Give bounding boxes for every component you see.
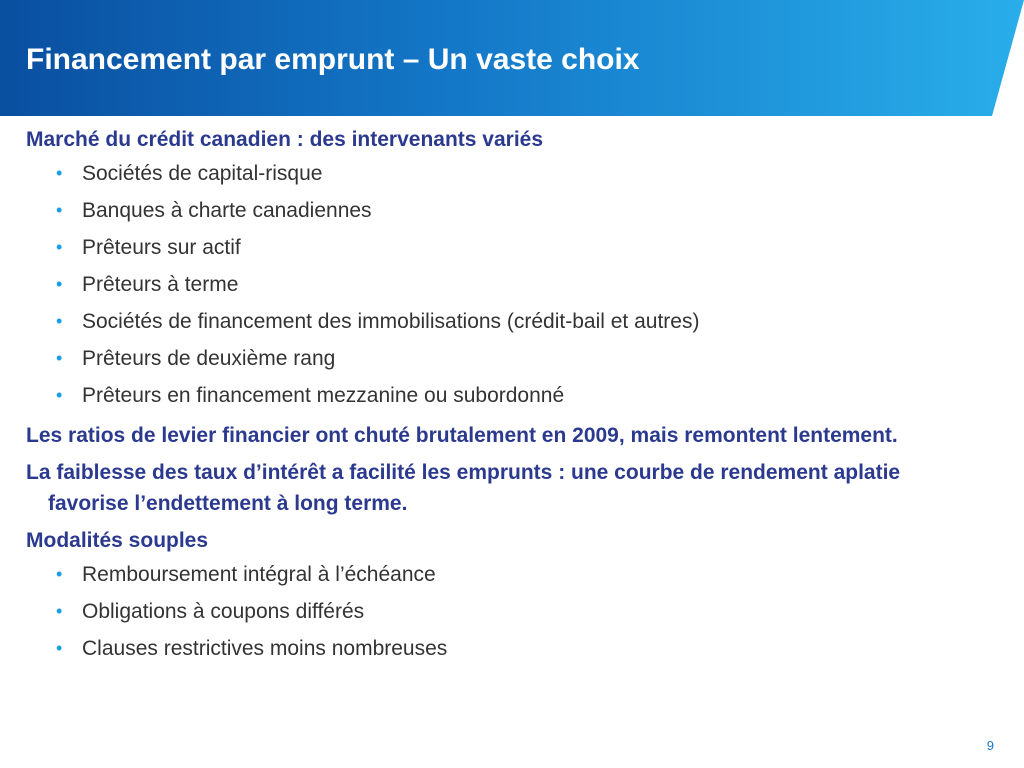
list-item-label: Sociétés de capital-risque [82, 162, 323, 185]
list-item-label: Prêteurs à terme [82, 273, 239, 296]
slide-title: Financement par emprunt – Un vaste choix [26, 43, 640, 76]
bullet-icon: • [56, 348, 63, 368]
bullet-icon: • [56, 385, 63, 405]
bullet-icon: • [56, 200, 63, 220]
list-item-label: Prêteurs sur actif [82, 236, 241, 259]
list-item [26, 266, 976, 303]
bullet-icon: • [56, 311, 63, 331]
section-heading: Marché du crédit canadien : des intervenants variés [26, 128, 544, 151]
list-item [26, 229, 976, 266]
bullet-icon: • [56, 237, 63, 257]
list-item [26, 192, 976, 229]
bullet-icon: • [56, 601, 63, 621]
list-item-label: Obligations à coupons différés [82, 600, 365, 623]
section-heading: La faiblesse des taux d’intérêt a facilité les emprunts : une courbe de rendement aplatie favorise l’endettement à long terme. [26, 461, 901, 515]
list-item-label: Prêteurs en financement mezzanine ou subordonné [82, 384, 565, 407]
bullet-icon: • [56, 638, 63, 658]
list-item [26, 340, 976, 377]
list-item [26, 593, 976, 630]
page-number: 9 [986, 738, 994, 753]
bullet-list [26, 556, 976, 667]
list-item-label: Clauses restrictives moins nombreuses [82, 637, 448, 660]
list-item [26, 303, 976, 340]
list-item-label: Sociétés de financement des immobilisations (crédit-bail et autres) [82, 310, 700, 333]
list-item-label: Banques à charte canadiennes [82, 199, 372, 222]
list-item [26, 630, 976, 667]
section-heading: Les ratios de levier financier ont chuté brutalement en 2009, mais remontent lentement. [26, 424, 898, 447]
bullet-icon: • [56, 274, 63, 294]
list-item-label: Remboursement intégral à l’échéance [82, 563, 436, 586]
bullet-list [26, 155, 976, 414]
list-item [26, 377, 976, 414]
bullet-icon: • [56, 163, 63, 183]
slide-body [26, 124, 976, 667]
list-item-label: Prêteurs de deuxième rang [82, 347, 336, 370]
list-item [26, 556, 976, 593]
section-heading: Modalités souples [26, 529, 209, 552]
list-item [26, 155, 976, 192]
bullet-icon: • [56, 564, 63, 584]
